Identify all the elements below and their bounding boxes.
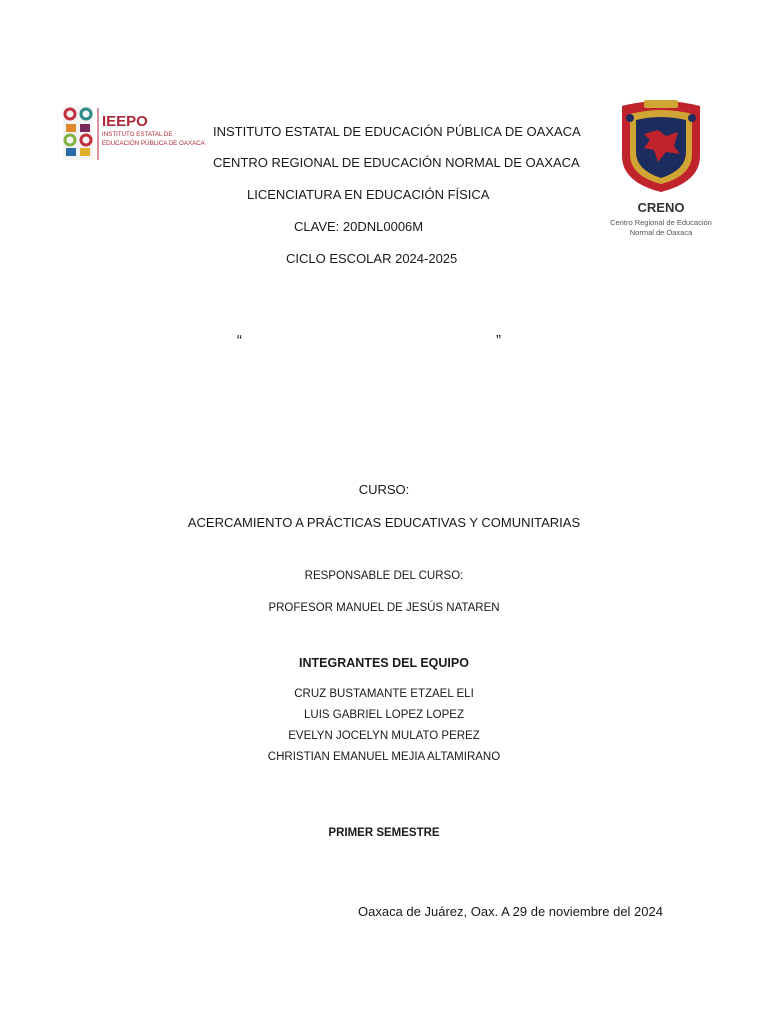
ieepo-subtitle-line1: INSTITUTO ESTATAL DE	[102, 131, 173, 138]
team-member: CRUZ BUSTAMANTE ETZAEL ELI	[294, 688, 474, 700]
school-name: CENTRO REGIONAL DE EDUCACIÓN NORMAL DE OAXACA	[213, 155, 580, 170]
creno-subtitle-line2: Normal de Oaxaca	[629, 228, 693, 237]
team-member: LUIS GABRIEL LOPEZ LOPEZ	[304, 709, 464, 721]
title-open-quote: “	[237, 332, 242, 349]
semester-label: PRIMER SEMESTRE	[328, 827, 440, 839]
creno-crest-icon	[622, 100, 700, 192]
degree-name: LICENCIATURA EN EDUCACIÓN FÍSICA	[247, 187, 490, 202]
team-title: INTEGRANTES DEL EQUIPO	[299, 656, 469, 670]
school-cycle: CICLO ESCOLAR 2024-2025	[286, 251, 458, 266]
place-date: Oaxaca de Juárez, Oax. A 29 de noviembre del 2024	[358, 904, 663, 919]
school-clave: CLAVE: 20DNL0006M	[294, 219, 424, 234]
ieepo-logo	[60, 102, 208, 166]
responsible-name: PROFESOR MANUEL DE JESÚS NATAREN	[268, 602, 500, 614]
title-close-quote: ”	[496, 332, 501, 349]
creno-brand-text: CRENO	[637, 200, 685, 215]
ieepo-subtitle-line2: EDUCACIÓN PÚBLICA DE OAXACA	[102, 140, 205, 147]
ieepo-brand-text: IEEPO	[102, 113, 148, 130]
ieepo-emblem-icon	[63, 106, 93, 160]
team-member: EVELYN JOCELYN MULATO PEREZ	[288, 730, 480, 742]
creno-logo	[600, 96, 722, 240]
creno-subtitle-line1: Centro Regional de Educación	[610, 218, 712, 227]
institution-name: INSTITUTO ESTATAL DE EDUCACIÓN PÚBLICA DE OAXACA	[213, 124, 581, 139]
team-member: CHRISTIAN EMANUEL MEJIA ALTAMIRANO	[267, 751, 501, 763]
course-name: ACERCAMIENTO A PRÁCTICAS EDUCATIVAS Y COMUNITARIAS	[187, 515, 581, 530]
course-label: CURSO:	[358, 482, 410, 497]
responsible-label: RESPONSABLE DEL CURSO:	[304, 570, 464, 582]
